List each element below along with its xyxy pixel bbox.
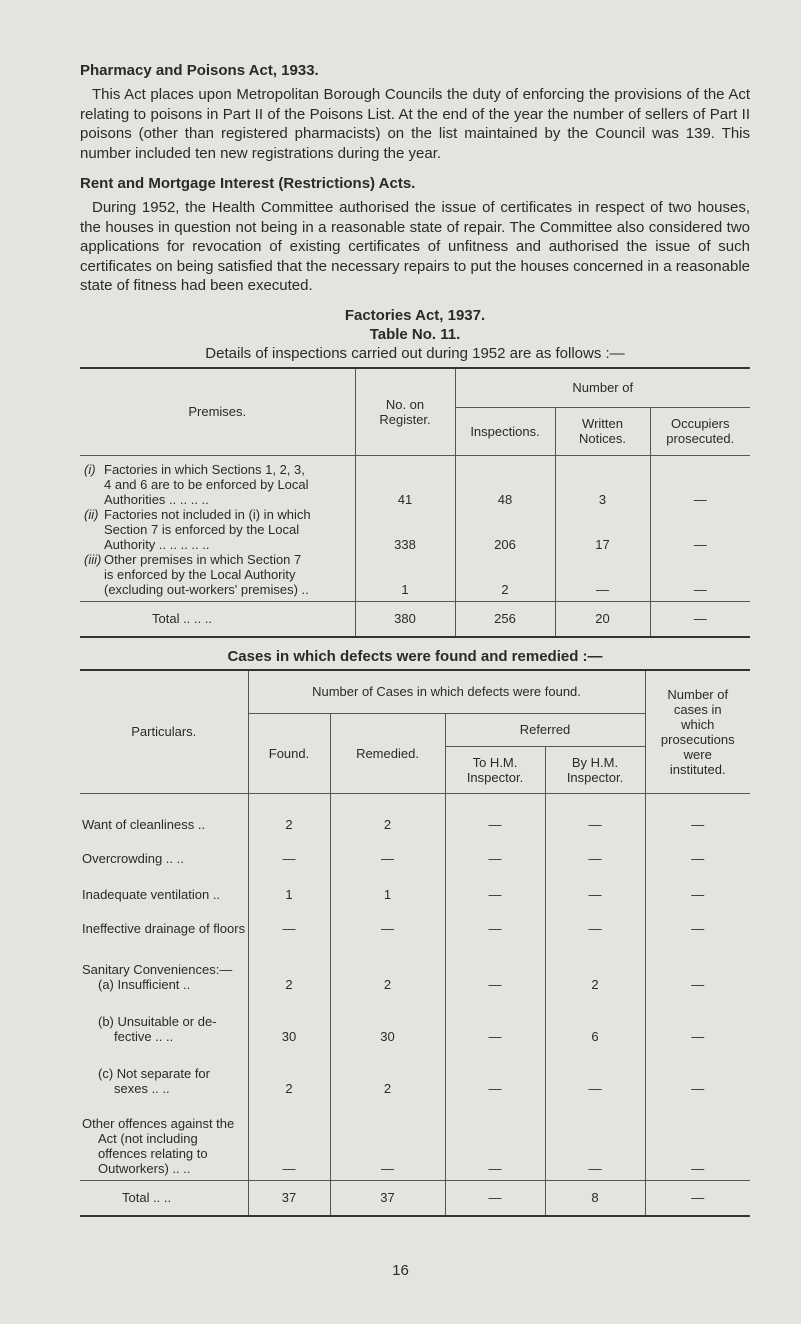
cell-by-hm: 6 [545,992,645,1044]
row-text: (excluding out-workers' premises) .. [104,581,309,597]
cell-found: 2 [248,936,330,992]
table-row [80,902,750,936]
row-text: Overcrowding .. .. [82,850,184,866]
header-by-hm: By H.M. Inspector. [545,746,645,793]
cell-prosecutions: — [645,1044,750,1096]
cell-remedied: — [330,1096,445,1181]
cell-prosecutions: — [645,1096,750,1181]
total-row [80,1180,750,1216]
total-found: 37 [248,1180,330,1216]
cell-remedied: 1 [330,866,445,902]
cell-found: 30 [248,992,330,1044]
total-label: Total .. .. .. [152,611,212,626]
cell-prosecutions: — [645,902,750,936]
row-text: Authority .. .. .. .. .. [104,536,210,552]
factories-act-title: Factories Act, 1937. [344,306,486,324]
total-register: 380 [355,601,455,637]
header-occupiers: Occupiers prosecuted. [650,407,750,455]
page-number: 16 [392,1262,409,1279]
header-remedied: Remedied. [330,713,445,793]
row-label: (ii) [84,506,99,522]
row-text: is enforced by the Local Authority [104,566,296,582]
row-text: Factories in which Sections 1, 2, 3, [104,461,305,477]
header-to-hm: To H.M. Inspector. [445,746,545,793]
total-occupiers: — [650,601,750,637]
row-text: sexes .. .. [114,1080,170,1096]
total-by-hm: 8 [545,1180,645,1216]
cell-register: 338 [355,507,455,552]
defects-title: Cases in which defects were found and remedied :— [227,647,603,665]
cell-prosecutions: — [645,992,750,1044]
header-premises: Premises. [80,368,355,456]
table-row [80,793,750,832]
row-text: (b) Unsuitable or de- [98,1013,217,1029]
section-heading-rent: Rent and Mortgage Interest (Restrictions) Acts. [80,175,416,192]
cell-to-hm: — [445,902,545,936]
section-text-pharmacy: This Act places upon Metropolitan Borough Councils the duty of enforcing the provisions of the Act relating to poisons in Part II of the Poisons List. At the end of the year the number of sellers of Part II poisons (other than registered pharmacists) on the list maintained by the Council was 139. This number included ten new registrations during the year. [80,86,750,162]
cell-written: — [555,552,650,602]
cell-found: — [248,902,330,936]
header-cases-group: Number of Cases in which defects were found. [248,670,645,714]
header-inspections: Inspections. [455,407,555,455]
row-text: Act (not including [98,1130,198,1146]
total-to-hm: — [445,1180,545,1216]
cell-inspections: 48 [455,455,555,507]
cell-to-hm: — [445,832,545,866]
row-text: offences relating to [98,1145,208,1161]
header-particulars: Particulars. [80,670,248,794]
row-label: (iii) [84,551,102,567]
cell-by-hm: — [545,902,645,936]
total-row [80,601,750,637]
table-row [80,1044,750,1096]
total-written: 20 [555,601,650,637]
cell-to-hm: — [445,1096,545,1181]
table-intro: Details of inspections carried out during 1952 are as follows :— [205,344,625,362]
cell-register: 41 [355,455,455,507]
cell-found: 2 [248,1044,330,1096]
header-written: Written Notices. [555,407,650,455]
cell-to-hm: — [445,793,545,832]
cell-prosecutions: — [645,793,750,832]
cell-by-hm: — [545,793,645,832]
cell-found: 2 [248,793,330,832]
cell-prosecutions: — [645,866,750,902]
table-row [80,992,750,1044]
cell-inspections: 2 [455,552,555,602]
row-text: Section 7 is enforced by the Local [104,521,300,537]
row-text: (c) Not separate for [98,1065,210,1081]
total-remedied: 37 [330,1180,445,1216]
table-row [80,455,750,507]
cell-remedied: 2 [330,793,445,832]
row-text: Want of cleanliness .. [82,816,206,832]
table-row [80,507,750,552]
table-row [80,832,750,866]
cell-inspections: 206 [455,507,555,552]
table-row [80,936,750,992]
row-text: Sanitary Conveniences:— [82,961,233,977]
cell-occupiers: — [650,507,750,552]
row-text: fective .. .. [114,1028,174,1044]
cell-by-hm: 2 [545,936,645,992]
header-register: No. on Register. [355,368,455,456]
header-referred: Referred [445,713,645,746]
total-inspections: 256 [455,601,555,637]
row-text: (a) Insufficient .. [98,976,191,992]
cell-by-hm: — [545,832,645,866]
row-text: Authorities .. .. .. .. [104,491,209,507]
section-text-rent: During 1952, the Health Committee authorised the issue of certificates in respect of two houses, the houses in question not being in a reasonable state of repair. The Committee also considered two applications for revocation of existing certificates of unfitness and authorised the issue of such certificates on being satisfied that the necessary repairs to put the houses concerned in a reasonable state of fitness had been executed. [80,199,750,294]
cell-found: — [248,832,330,866]
row-text: Other premises in which Section 7 [104,551,302,567]
cell-prosecutions: — [645,832,750,866]
header-found: Found. [248,713,330,793]
row-text: Other offences against the [82,1115,235,1131]
table-row [80,866,750,902]
table-row [80,552,750,602]
row-label: (i) [84,461,96,477]
total-label: Total .. .. [122,1190,172,1205]
header-number-of: Number of [455,368,750,408]
cell-found: 1 [248,866,330,902]
cell-remedied: — [330,902,445,936]
cell-found: — [248,1096,330,1181]
table-number: Table No. 11. [369,325,461,343]
cell-to-hm: — [445,936,545,992]
row-text: 4 and 6 are to be enforced by Local [104,476,309,492]
cell-to-hm: — [445,1044,545,1096]
cell-prosecutions: — [645,936,750,992]
document-page [80,62,750,1217]
table-row [80,1096,750,1181]
cell-register: 1 [355,552,455,602]
cell-by-hm: — [545,1044,645,1096]
cell-occupiers: — [650,455,750,507]
defects-table [80,669,750,1217]
cell-written: 3 [555,455,650,507]
row-text: Factories not included in (i) in which [104,506,311,522]
cell-remedied: 2 [330,1044,445,1096]
header-prosecutions: Number of cases in which prosecutions were instituted. [645,670,750,794]
inspections-table [80,367,750,638]
row-text: Outworkers) .. .. [98,1160,191,1176]
cell-written: 17 [555,507,650,552]
cell-to-hm: — [445,866,545,902]
section-heading-pharmacy: Pharmacy and Poisons Act, 1933. [80,62,319,79]
cell-remedied: — [330,832,445,866]
cell-remedied: 2 [330,936,445,992]
cell-to-hm: — [445,992,545,1044]
cell-occupiers: — [650,552,750,602]
row-text: Ineffective drainage of floors [82,920,246,936]
row-text: Inadequate ventilation .. [82,886,221,902]
total-prosecutions: — [645,1180,750,1216]
cell-remedied: 30 [330,992,445,1044]
cell-by-hm: — [545,866,645,902]
cell-by-hm: — [545,1096,645,1181]
